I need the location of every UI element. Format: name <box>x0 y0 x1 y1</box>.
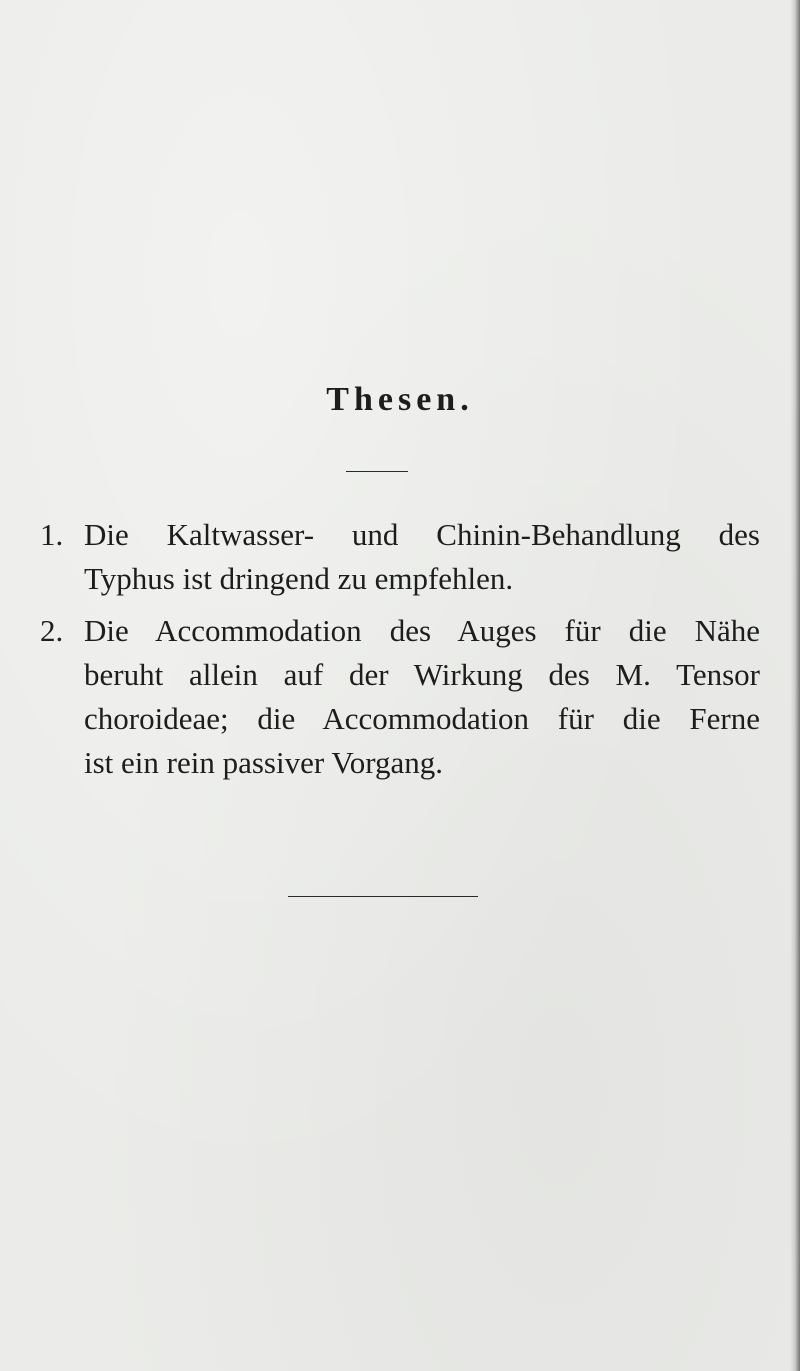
thesis-number: 1. <box>40 517 64 552</box>
thesis-number: 2. <box>40 613 64 648</box>
thesis-item <box>40 609 760 785</box>
page-title: Thesen. <box>326 381 474 418</box>
title-divider <box>346 471 408 472</box>
thesis-line: Typhus ist dringend zu empfehlen. <box>84 561 514 596</box>
thesis-line: Die Kaltwasser- und Chinin-Behandlung des <box>84 517 760 552</box>
theses-list <box>40 513 760 793</box>
thesis-line: beruht allein auf der Wirkung des M. Tensor <box>84 657 760 692</box>
thesis-line: choroideae; die Accommodation für die Ferne <box>84 701 760 736</box>
closing-divider <box>288 896 478 897</box>
thesis-item <box>40 513 760 601</box>
thesis-line: Die Accommodation des Auges für die Nähe <box>84 613 760 648</box>
page-edge-shadow <box>790 0 800 1371</box>
thesis-line: ist ein rein passiver Vorgang. <box>84 745 444 780</box>
